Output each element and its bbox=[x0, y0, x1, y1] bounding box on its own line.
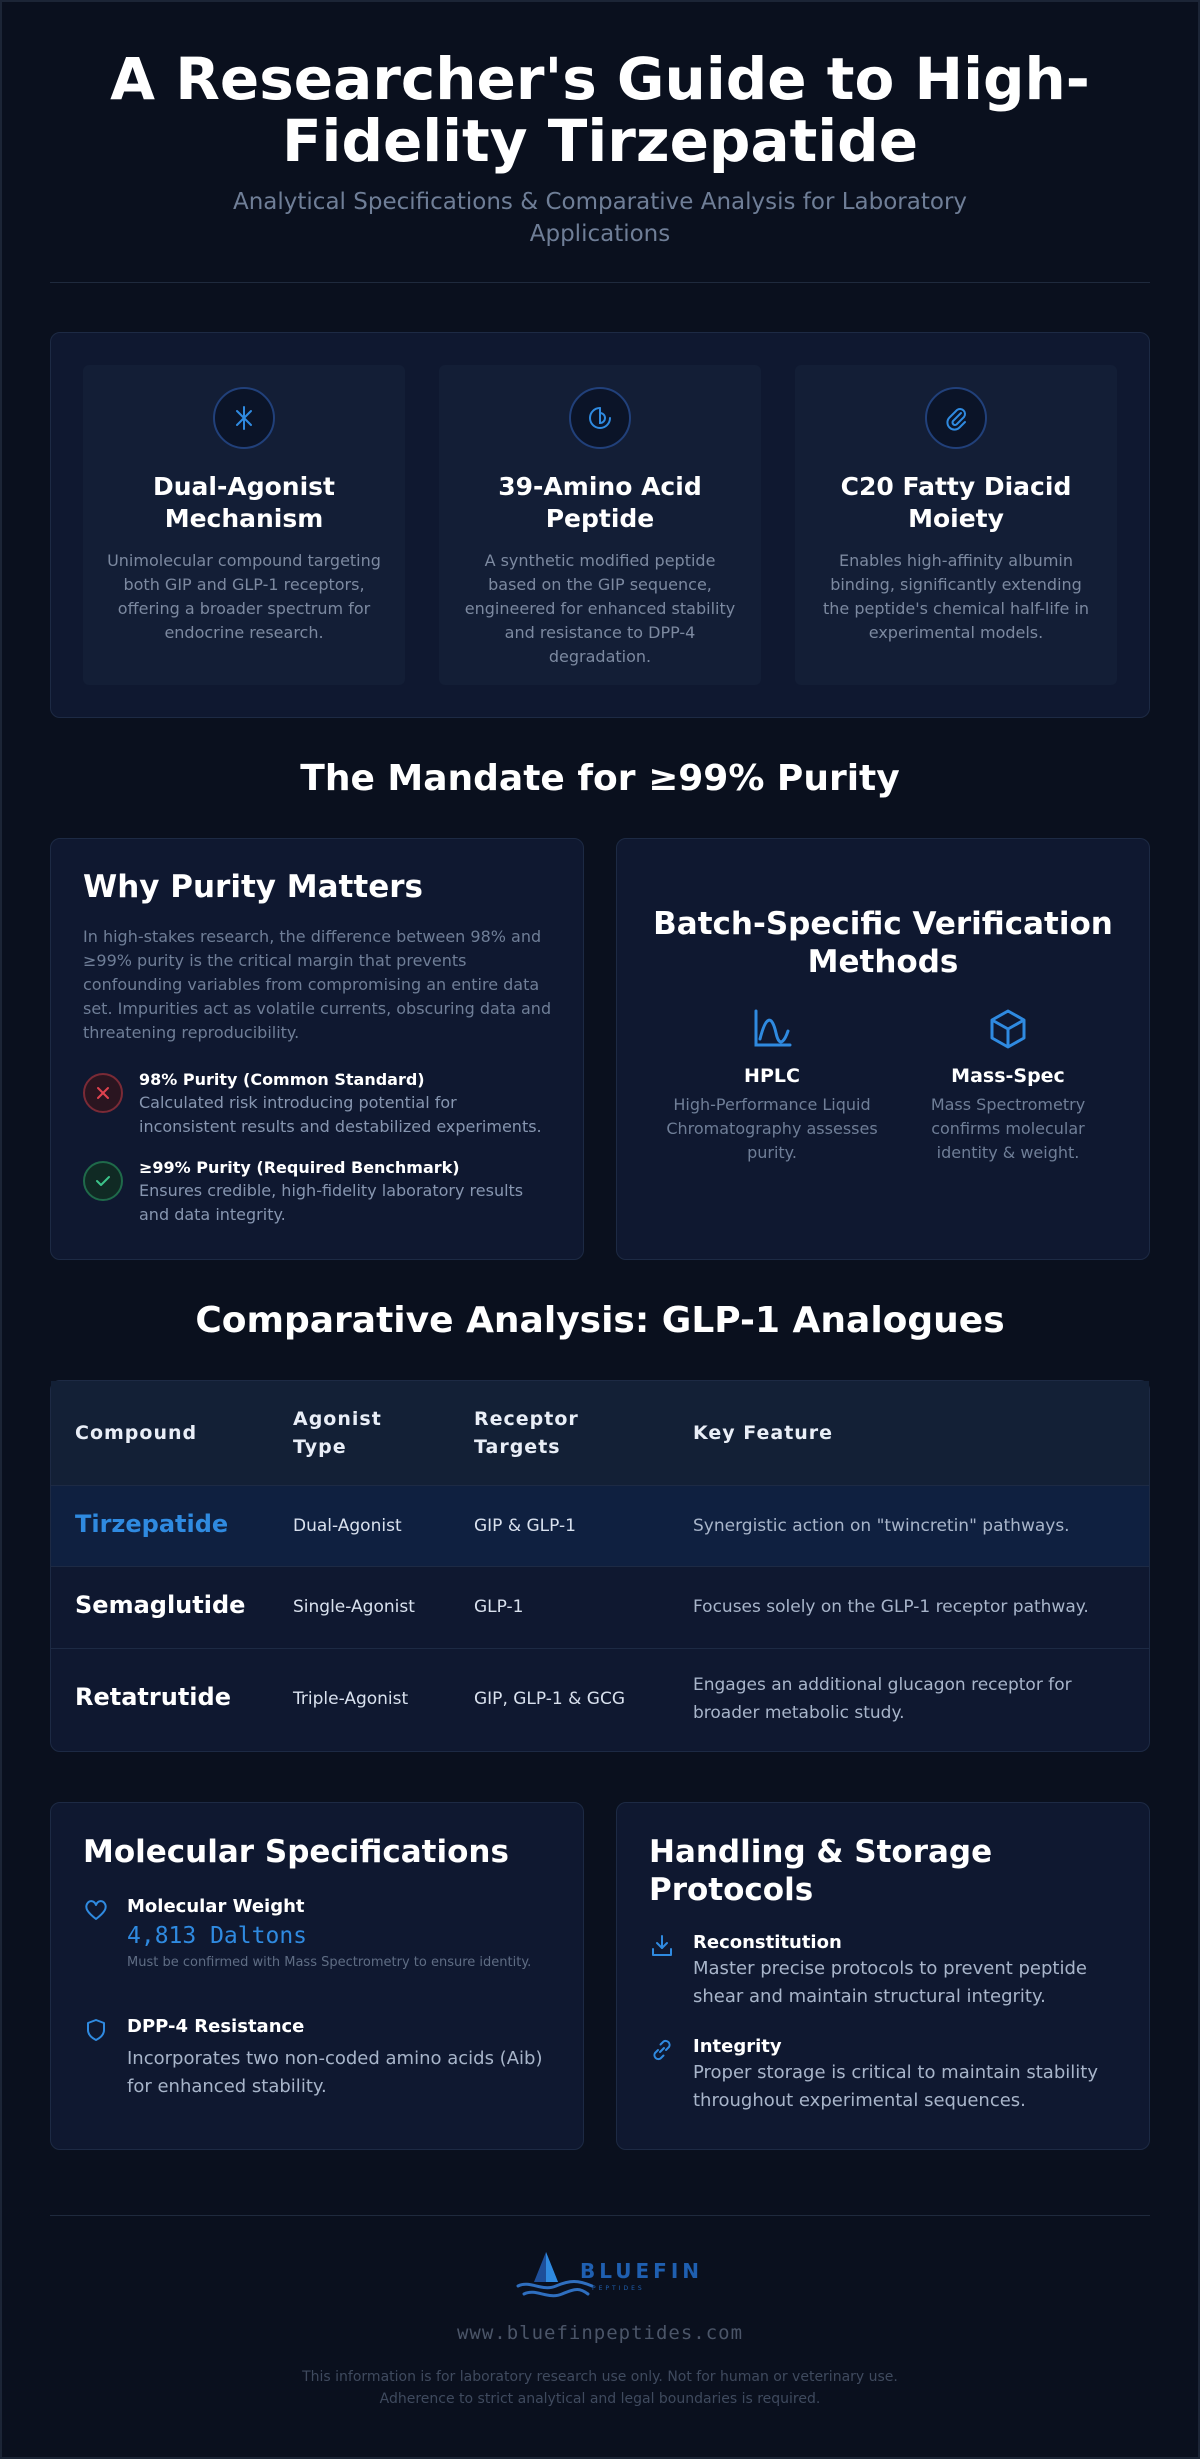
handling-item-description: Proper storage is critical to maintain stability throughout experimental sequences. bbox=[693, 2062, 1098, 2111]
method-hplc bbox=[657, 1007, 887, 1165]
spec-note: Must be confirmed with Mass Spectrometry to ensure identity. bbox=[127, 1955, 532, 1970]
handling-item-reconstitution bbox=[649, 1931, 1119, 2011]
method-description: Mass Spectrometry confirms molecular identity & weight. bbox=[930, 1095, 1086, 1162]
spec-label: Molecular Weight bbox=[127, 1896, 305, 1917]
page-subtitle: Analytical Specifications & Comparative Analysis for Laboratory Applications bbox=[232, 189, 968, 247]
comparison-section-title: Comparative Analysis: GLP-1 Analogues bbox=[195, 1300, 1005, 1341]
link-icon bbox=[649, 2037, 675, 2067]
molecular-specs-title: Molecular Specifications bbox=[83, 1834, 509, 1870]
handling-item-description: Master precise protocols to prevent peptide shear and maintain structural integrity. bbox=[693, 1958, 1087, 2007]
dna-asterisk-icon bbox=[213, 387, 275, 449]
cell-agonist-type: Dual-Agonist bbox=[293, 1516, 402, 1536]
feature-description: A synthetic modified peptide based on the GIP sequence, engineered for enhanced stability and resistance to DPP-4 degradation. bbox=[464, 551, 736, 666]
bluefin-logo bbox=[516, 2246, 704, 2308]
cell-agonist-type: Single-Agonist bbox=[293, 1597, 415, 1617]
spec-molecular-weight bbox=[83, 1895, 553, 1973]
feature-card-dual-agonist bbox=[83, 365, 405, 685]
why-purity-title: Why Purity Matters bbox=[83, 869, 423, 905]
comparison-table bbox=[50, 1380, 1150, 1752]
column-header-key-feature: Key Feature bbox=[693, 1422, 834, 1444]
feature-panel bbox=[50, 332, 1150, 718]
molecular-specs-panel bbox=[50, 1802, 584, 2150]
close-icon bbox=[83, 1073, 123, 1113]
why-purity-body: In high-stakes research, the difference between 98% and ≥99% purity is the critical margin that prevents confounding variables from compromising an entire data set. Impurities act as volatile currents, obscuring data and threatening reproducibility. bbox=[83, 927, 552, 1042]
peptide-chain-icon bbox=[569, 387, 631, 449]
disclaimer-line: This information is for laboratory research use only. Not for human or veterinary use. bbox=[302, 2369, 898, 2385]
cube-icon bbox=[893, 1007, 1123, 1055]
cell-receptor-targets: GIP & GLP-1 bbox=[474, 1516, 576, 1536]
handling-item-title: Integrity bbox=[693, 2036, 782, 2057]
check-icon bbox=[83, 1161, 123, 1201]
page-title: A Researcher's Guide to High-Fidelity Tirzepatide bbox=[110, 45, 1090, 175]
cell-key-feature: Focuses solely on the GLP-1 receptor pathway. bbox=[693, 1597, 1089, 1617]
feature-title: Dual-Agonist Mechanism bbox=[153, 472, 335, 533]
spec-dpp4-resistance bbox=[83, 2015, 553, 2101]
method-mass-spec bbox=[893, 1007, 1123, 1165]
purity-item-title: 98% Purity (Common Standard) bbox=[139, 1070, 425, 1089]
purity-item-title: ≥99% Purity (Required Benchmark) bbox=[139, 1158, 460, 1177]
handling-item-title: Reconstitution bbox=[693, 1932, 842, 1953]
logo-subtitle: PEPTIDES bbox=[592, 2285, 645, 2292]
table-row bbox=[51, 1649, 1149, 1753]
disclaimer-line: Adherence to strict analytical and legal boundaries is required. bbox=[379, 2391, 821, 2407]
cell-receptor-targets: GLP-1 bbox=[474, 1597, 524, 1617]
header-divider bbox=[50, 282, 1150, 283]
purity-item-benchmark bbox=[83, 1157, 553, 1227]
purity-item-description: Calculated risk introducing potential for inconsistent results and destabilized experiments. bbox=[139, 1093, 542, 1136]
feature-title: C20 Fatty Diacid Moiety bbox=[840, 472, 1072, 533]
handling-storage-title: Handling & Storage Protocols bbox=[649, 1834, 993, 1908]
column-header-receptor-targets: Receptor Targets bbox=[474, 1408, 579, 1458]
heart-icon bbox=[83, 1897, 109, 1927]
column-header-compound: Compound bbox=[75, 1422, 198, 1444]
feature-title: 39-Amino Acid Peptide bbox=[498, 472, 702, 533]
cell-agonist-type: Triple-Agonist bbox=[293, 1689, 409, 1709]
paperclip-icon bbox=[925, 387, 987, 449]
cell-key-feature: Synergistic action on "twincretin" pathways. bbox=[693, 1516, 1070, 1536]
batch-verification-panel bbox=[616, 838, 1150, 1260]
shield-icon bbox=[83, 2017, 109, 2047]
chart-curve-icon bbox=[657, 1007, 887, 1055]
feature-card-fatty-diacid bbox=[795, 365, 1117, 685]
cell-compound: Semaglutide bbox=[75, 1591, 246, 1619]
footer-disclaimer bbox=[0, 2366, 1200, 2410]
cell-compound: Retatrutide bbox=[75, 1683, 231, 1711]
method-description: High-Performance Liquid Chromatography assesses purity. bbox=[666, 1095, 878, 1162]
footer-url[interactable]: www.bluefinpeptides.com bbox=[456, 2322, 744, 2344]
feature-description: Enables high-affinity albumin binding, significantly extending the peptide's chemical half-life in experimental models. bbox=[823, 551, 1089, 642]
table-row bbox=[51, 1567, 1149, 1649]
spec-value: 4,813 Daltons bbox=[127, 1923, 308, 1949]
why-purity-panel bbox=[50, 838, 584, 1260]
purity-item-description: Ensures credible, high-fidelity laboratory results and data integrity. bbox=[139, 1181, 524, 1224]
feature-description: Unimolecular compound targeting both GIP and GLP-1 receptors, offering a broader spectrum for endocrine research. bbox=[107, 551, 381, 642]
table-header bbox=[51, 1381, 1149, 1486]
method-name: Mass-Spec bbox=[951, 1065, 1065, 1087]
cell-key-feature: Engages an additional glucagon receptor for broader metabolic study. bbox=[693, 1675, 1072, 1723]
logo-wordmark: BLUEFIN bbox=[580, 2259, 704, 2283]
feature-card-amino-acid bbox=[439, 365, 761, 685]
download-icon bbox=[649, 1933, 675, 1963]
cell-compound: Tirzepatide bbox=[75, 1510, 229, 1538]
handling-storage-panel bbox=[616, 1802, 1150, 2150]
column-header-agonist-type: Agonist Type bbox=[293, 1408, 382, 1458]
purity-item-standard bbox=[83, 1069, 553, 1139]
method-name: HPLC bbox=[744, 1065, 800, 1087]
purity-section-title: The Mandate for ≥99% Purity bbox=[300, 758, 900, 799]
handling-item-integrity bbox=[649, 2035, 1119, 2115]
cell-receptor-targets: GIP, GLP-1 & GCG bbox=[474, 1689, 625, 1709]
footer-divider bbox=[50, 2215, 1150, 2216]
spec-label: DPP-4 Resistance bbox=[127, 2016, 305, 2037]
spec-description: Incorporates two non-coded amino acids (Aib) for enhanced stability. bbox=[127, 2048, 543, 2097]
batch-verification-title: Batch-Specific Verification Methods bbox=[653, 906, 1113, 980]
table-row bbox=[51, 1486, 1149, 1567]
